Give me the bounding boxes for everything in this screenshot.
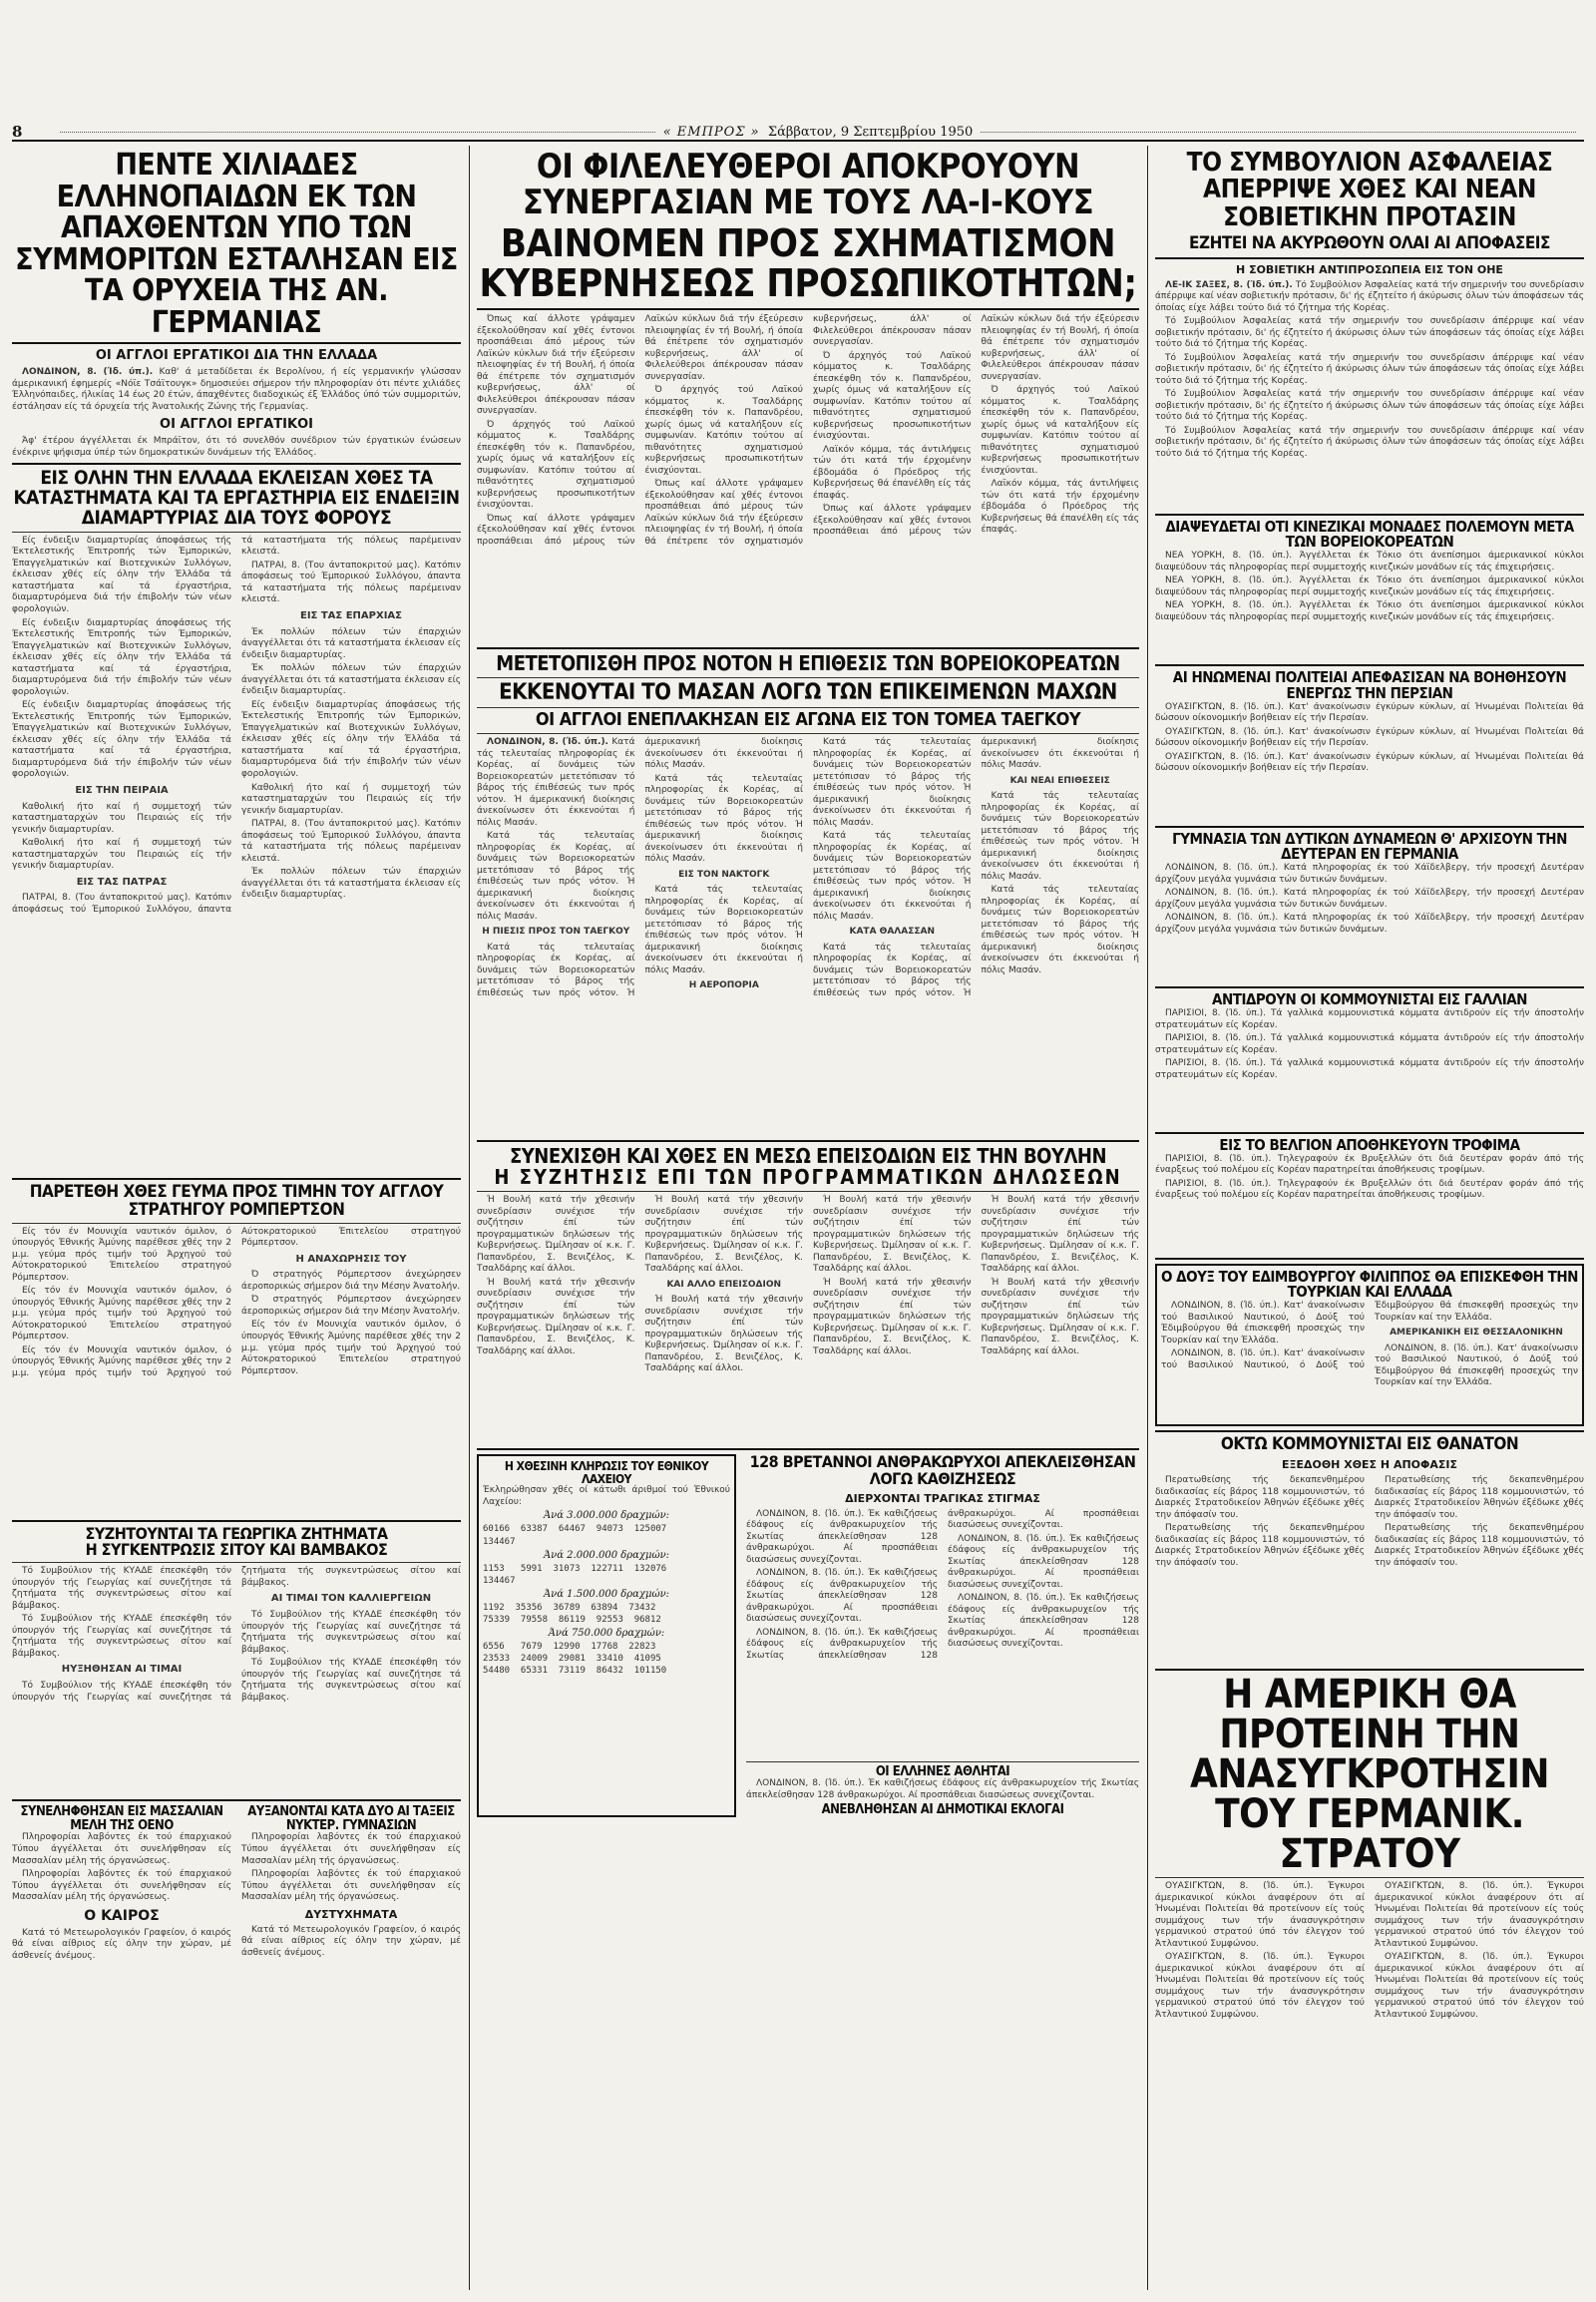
bottom-briefs xyxy=(12,1805,461,1964)
article-text: ΝΕΑ ΥΟΡΚΗ, 8. (Ίδ. ύπ.). Άγγέλλεται έκ Τόκιο ότι άνεπίσημοι άμερικανικοί κύκλοι διαψεύδουν τάς πληροφορίας περί συμμετοχής κινεζικών μονάδων είς τάς έπιχειρήσεις. xyxy=(1155,576,1584,597)
divider xyxy=(477,308,1139,310)
article-text: Πληροφορίαι λαβόντες έκ τού έπαρχιακού Τύπου άγγέλλεται ότι συνελήφθησαν είς Μασσαλίαν μέλη τής όργανώσεως. xyxy=(241,1869,461,1903)
divider xyxy=(12,1799,461,1801)
column-divider xyxy=(469,146,470,2290)
article-text: ΛΟΝΔΙΝΟΝ, 8. (Ίδ. ύπ.). Έκ καθιζήσεως έδάφους είς άνθρακωρυχείον τής Σκωτίας άπεκλείσθησαν 128 άνθρακωρύχοι. Αί προσπάθειαι διασώσεως συνεχίζονται. xyxy=(746,1568,938,1625)
lottery-title: Η ΧΘΕΣΙΝΗ ΚΛΗΡΩΣΙΣ ΤΟΥ ΕΘΝΙΚΟΥ ΛΑΧΕΙΟΥ xyxy=(504,1459,709,1486)
article-text: Είς ένδειξιν διαμαρτυρίας άποφάσεως τής Έκτελεστικής Έπιτροπής τών Έμπορικών, Έπαγγελματικών καί Βιοτεχνικών Συλλόγων, έκλεισαν χθές είς όλην τήν Έλλάδα τά καταστήματα καί τά έργαστήρια, διαμαρτυρόμενα διά τήν έπιβολήν τών νέων φορολογιών. xyxy=(12,617,231,697)
article-headline: ΜΕΤΕΤΟΠΙΣΘΗ ΠΡΟΣ ΝΟΤΟΝ Η ΕΠΙΘΕΣΙΣ ΤΩΝ ΒΟΡΕΙΟΚΟΡΕΑΤΩΝ xyxy=(496,651,1120,676)
divider xyxy=(1155,257,1584,259)
article-text: ΠΑΡΙΣΙΟΙ, 8. (Ίδ. ύπ.). Τά γαλλικά κομμουνιστικά κόμματα άντιδρούν είς τήν άποστολήν στρατευμάτων είς Κορέαν. xyxy=(1155,1058,1584,1080)
divider xyxy=(477,707,1139,708)
article-text: Ή Βουλή κατά τήν χθεσινήν συνεδρίασιν συνέχισε τήν συζήτησιν έπί τών προγραμματικών δηλώσεων τής Κυβερνήσεως. Ώμίλησαν οί κ.κ. Γ. Παπανδρέου, Σ. Βενιζέλος, Κ. Τσαλδάρης καί άλλοι. xyxy=(644,1195,803,1275)
divider xyxy=(1155,1669,1584,1671)
subheading: Η ΑΝΑΧΩΡΗΣΙΣ ΤΟΥ xyxy=(295,1253,407,1265)
article-text: Πληροφορίαι λαβόντες έκ τού έπαρχιακού Τύπου άγγέλλεται ότι συνελήφθησαν είς Μασσαλίαν μέλη τής όργανώσεως. xyxy=(241,1832,461,1866)
article-text: ΛΟΝΔΙΝΟΝ, 8. (Ίδ. ύπ.). Έκ καθιζήσεως έδάφους είς άνθρακωρυχείον τής Σκωτίας άπεκλείσθησαν 128 άνθρακωρύχοι. Αί προσπάθειαι διασώσεως συνεχίζονται. xyxy=(746,1778,1139,1800)
article-body xyxy=(746,1778,1139,1801)
subheading: ΟΙ ΑΓΓΛΟΙ ΕΡΓΑΤΙΚΟΙ xyxy=(160,417,313,433)
article-text: Κατά τάς τελευταίας πληροφορίας έκ Κορέας, αί δυνάμεις τών Βορειοκορεατών μετετόπισαν τό βάρος τής έπιθέσεώς των πρός νότον. Ή άμερικανική διοίκησις άνεκοίνωσεν ότι έκκενούται ή πόλις Μασάν. xyxy=(644,773,803,865)
article-text: ΛΟΝΔΙΝΟΝ, 8. (Ίδ. ύπ.). Κατ' άνακοίνωσιν τού Βασιλικού Ναυτικού, ό Δούξ τού Έδιμβούργου θά έπισκεφθή προσεχώς την Τουρκίαν καί την Έλλάδα. xyxy=(1161,1301,1578,1370)
article-body xyxy=(12,367,461,413)
article-text: Κατά τάς τελευταίας πληροφορίας έκ Κορέας, αί δυνάμεις τών Βορειοκορεατών μετετόπισαν τό βάρος τής έπιθέσεώς των πρός νότον. Ή άμερικανική διοίκησις άνεκοίνωσεν ότι έκκενούται ή πόλις Μασάν. xyxy=(644,885,803,975)
lottery-tier: Άνά 2.000.000 δραχμών: xyxy=(543,1549,670,1561)
subheading: ΑΙ ΤΙΜΑΙ ΤΟΝ ΚΑΛΛΙΕΡΓΕΙΩΝ xyxy=(270,1593,432,1605)
article-text: ΠΑΡΙΣΙΟΙ, 8. (Ίδ. ύπ.). Τά γαλλικά κομμουνιστικά κόμματα άντιδρούν είς τήν άποστολήν στρατευμάτων είς Κορέαν. xyxy=(1155,1007,1584,1030)
article-text: ΛΟΝΔΙΝΟΝ, 8. (Ίδ. ύπ.). Κατά πληροφορίας έκ τού Χάϊδελβεργ, τήν προσεχή Δευτέραν άρχίζουν μεγάλα γυμνάσια τών δυτικών δυνάμεων. xyxy=(1155,913,1584,935)
lottery-numbers: 1192 35356 36789 63894 73432 75339 79558 86119 92553 96812 xyxy=(483,1602,661,1626)
article-text: Κατά τάς τελευταίας πληροφορίας έκ Κορέας, αί δυνάμεις τών Βορειοκορεατών μετετόπισαν τό βάρος τής έπιθέσεώς των πρός νότον. Ή άμερικανική διοίκησις άνεκοίνωσεν ότι έκκενούται ή πόλις Μασάν. xyxy=(477,831,635,922)
article-text: Είς ένδειξιν διαμαρτυρίας άποφάσεως τής Έκτελεστικής Έπιτροπής τών Έμπορικών, Έπαγγελματικών καί Βιοτεχνικών Συλλόγων, έκλεισαν χθές είς όλην τήν Έλλάδα τά καταστήματα καί τά έργαστήρια, διαμαρτυρόμενα διά τήν έπιβολήν τών νέων φορολογιών. xyxy=(12,535,231,614)
subheading: ΕΞΕΔΟΘΗ ΧΘΕΣ Η ΑΠΟΦΑΣΙΣ xyxy=(1281,1458,1457,1472)
article-body xyxy=(1155,1881,1584,2081)
article-text: Περατωθείσης τής δεκαπενθημέρου διαδικασίας είς βάρος 118 κομμουνιστών, τό Διαρκές Στρατοδικείον Άθηνών έξέδωκε χθές την άπόφασίν του. xyxy=(1155,1475,1365,1520)
article-text: Ό στρατηγός Ρόμπερτσον άνεχώρησεν άεροπορικώς σήμερον διά την Μέσην Άνατολήν. xyxy=(241,1270,461,1292)
divider xyxy=(1155,1258,1584,1260)
article-text: Περατωθείσης τής δεκαπενθημέρου διαδικασίας είς βάρος 118 κομμουνιστών, τό Διαρκές Στρατοδικείον Άθηνών έξέδωκε χθές την άπόφασίν του. xyxy=(1375,1475,1584,1520)
article-text: Καθολική ήτο καί ή συμμετοχή τών καταστηματαρχών του Πειραιώς είς τήν γενικήν διαμαρτυρίαν. xyxy=(241,782,461,816)
divider xyxy=(1155,1877,1584,1878)
divider xyxy=(1155,986,1584,988)
subheading: ΗΥΞΗΘΗΣΑΝ ΑΙ ΤΙΜΑΙ xyxy=(61,1664,183,1676)
brief xyxy=(241,1805,461,1964)
article-text: ΛΟΝΔΙΝΟΝ, 8. (Ίδ. ύπ.). Έκ καθιζήσεως έδάφους είς άνθρακωρυχείον τής Σκωτίας άπεκλείσθησαν 128 άνθρακωρύχοι. Αί προσπάθειαι διασώσεως συνεχίζονται. xyxy=(948,1533,1139,1590)
brief xyxy=(12,1805,231,1964)
article-body xyxy=(12,1227,461,1516)
divider xyxy=(12,463,461,465)
article-text: Κατά τάς τελευταίας πληροφορίας έκ Κορέας, αί δυνάμεις τών Βορειοκορεατών μετετόπισαν τό βάρος τής έπιθέσεώς των πρός νότον. Ή άμερικανική διοίκησις άνεκοίνωσεν ότι έκκενούται ή πόλις Μασάν. xyxy=(813,831,972,922)
divider xyxy=(477,1448,1139,1450)
lottery-numbers: 1153 5991 31073 122711 132076 134467 xyxy=(483,1563,667,1586)
article-text: Καθολική ήτο καί ή συμμετοχή τών καταστηματαρχών του Πειραιώς είς τήν γενικήν διαμαρτυρίαν. xyxy=(12,838,231,872)
article-headline: ΠΑΡΕΤΕΘΗ ΧΘΕΣ ΓΕΥΜΑ ΠΡΟΣ ΤΙΜΗΝ ΤΟΥ ΑΓΓΛΟΥ ΣΤΡΑΤΗΓΟΥ ΡΟΜΠΕΡΤΣΟΝ xyxy=(29,1181,444,1220)
divider xyxy=(477,1191,1139,1192)
lottery-box xyxy=(477,1454,736,1817)
article-body xyxy=(12,536,461,1174)
subheading: ΕΙΣ ΤΗΝ ΠΕΙΡΑΙΑ xyxy=(75,784,169,796)
article-headline: Η ΣΥΓΚΕΝΤΡΩΣΙΣ ΣΙΤΟΥ ΚΑΙ ΒΑΜΒΑΚΟΣ xyxy=(85,1540,388,1560)
article-text: ΝΕΑ ΥΟΡΚΗ, 8. (Ίδ. ύπ.). Άγγέλλεται έκ Τόκιο ότι άνεπίσημοι άμερικανικοί κύκλοι διαψεύδουν τάς πληροφορίας περί συμμετοχής κινεζικών μονάδων είς τάς έπιχειρήσεις. xyxy=(1155,600,1584,622)
article-text: Τό Συμβούλιον Άσφαλείας κατά τήν σημερινήν του συνεδρίασιν άπέρριψε καί νέαν σοβιετικήν πρότασιν, δι' ής έζητείτο ή άκύρωσις όλων τών άποφάσεων τάς όποίας είχε λάβει τούτο διά τό ζήτημα τής Κορέας. xyxy=(1155,425,1584,459)
article-text: Κατά τάς τελευταίας πληροφορίας έκ Κορέας, αί δυνάμεις τών Βορειοκορεατών μετετόπισαν τό βάρος τής έπιθέσεώς των πρός νότον. Ή άμερικανική διοίκησις άνεκοίνωσεν ότι έκκενούται ή πόλις Μασάν. xyxy=(981,885,1139,975)
article-text: ΠΑΤΡΑΙ, 8. (Του άνταποκριτού μας). Κατόπιν άποφάσεως τού Έμπορικού Συλλόγου, άπαντα τά καταστήματα τής πόλεως παρέμειναν κλειστά. xyxy=(241,819,461,864)
article-text: Κατά τό Μετεωρολογικόν Γραφείον, ό καιρός θά είναι αίθριος είς όλην την χώραν, μέ άσθενείς άνέμους. xyxy=(12,1927,231,1961)
subheading: ΕΙΣ ΤΑΣ ΠΑΤΡΑΣ xyxy=(76,876,168,888)
article-text: Ή Βουλή κατά τήν χθεσινήν συνεδρίασιν συνέχισε τήν συζήτησιν έπί τών προγραμματικών δηλώσεων τής Κυβερνήσεως. Ώμίλησαν οί κ.κ. Γ. Παπανδρέου, Σ. Βενιζέλος, Κ. Τσαλδάρης καί άλλοι. xyxy=(477,1195,635,1275)
divider xyxy=(12,1562,461,1563)
article-text: Όπως καί άλλοτε γράψαμεν έξεκολούθησαν καί χθές έντονοι προσπάθειαι άπό μέρους τών Λαϊκών κύκλων διά τήν έξεύρεσιν πλειοψηφίας έν τή Βουλή, ή όποία θά έπέτρεπε τόν σχηματισμόν κυβερνήσεως, άλλ' οί Φιλελεύθεροι άπέκρουσαν πάσαν συνεργασίαν. xyxy=(477,314,635,417)
article-text: Ή Βουλή κατά τήν χθεσινήν συνεδρίασιν συνέχισε τήν συζήτησιν έπί τών προγραμματικών δηλώσεων τής Κυβερνήσεως. Ώμίλησαν οί κ.κ. Γ. Παπανδρέου, Σ. Βενιζέλος, Κ. Τσαλδάρης καί άλλοι. xyxy=(477,1277,635,1356)
article-text: ΟΥΑΣΙΓΚΤΩΝ, 8. (Ίδ. ύπ.). Κατ' άνακοίνωσιν έγκύρων κύκλων, αί Ήνωμέναι Πολιτείαι θά δώσουν οίκονομικήν βοήθειαν είς τήν Περσίαν. xyxy=(1155,726,1584,749)
article-text: Τό Συμβούλιον Άσφαλείας κατά τήν σημερινήν του συνεδρίασιν άπέρριψε καί νέαν σοβιετικήν πρότασιν, δι' ής έζητείτο ή άκύρωσις όλων τών άποφάσεων τάς όποίας είχε λάβει τούτο διά τό ζήτημα τής Κορέας. xyxy=(1155,389,1584,423)
masthead-rule xyxy=(60,132,655,133)
article-headline: ΤΟ ΣΥΜΒΟΥΛΙΟΝ ΑΣΦΑΛΕΙΑΣ ΑΠΕΡΡΙΨΕ ΧΘΕΣ ΚΑΙ ΝΕΑΝ ΣΟΒΙΕΤΙΚΗΝ ΠΡΟΤΑΣΙΝ xyxy=(1186,150,1553,232)
subheading: ΕΙΣ ΤΟΝ ΝΑΚΤΟΓΚ xyxy=(678,869,770,880)
article-text: Τό Συμβούλιον τής ΚΥΑΔΕ έπεσκέφθη τόν ύπουργόν τής Γεωργίας καί συνεζήτησε τά ζητήματα τής συγκεντρώσεως σίτου καί βάμβακος. xyxy=(241,1658,461,1703)
divider xyxy=(1155,1132,1584,1134)
article-text: Πληροφορίαι λαβόντες έκ τού έπαρχιακού Τύπου άγγέλλεται ότι συνελήφθησαν είς Μασσαλίαν μέλη τής όργανώσεως. xyxy=(12,1869,231,1903)
article-text: ΛΟΝΔΙΝΟΝ, 8. (Ίδ. ύπ.). Κατά πληροφορίας έκ τού Χάϊδελβεργ, τήν προσεχή Δευτέραν άρχίζουν μεγάλα γυμνάσια τών δυτικών δυνάμεων. xyxy=(1155,863,1584,885)
article-text: ΛΟΝΔΙΝΟΝ, 8. (Ίδ. ύπ.). Κατά πληροφορίας έκ τού Χάϊδελβεργ, τήν προσεχή Δευτέραν άρχίζουν μεγάλα γυμνάσια τών δυτικών δυνάμεων. xyxy=(1155,888,1584,910)
article-text: ΟΥΑΣΙΓΚΤΩΝ, 8. (Ίδ. ύπ.). Κατ' άνακοίνωσιν έγκύρων κύκλων, αί Ήνωμέναι Πολιτείαι θά δώσουν οίκονομικήν βοήθειαν είς τήν Περσίαν. xyxy=(1155,701,1584,724)
article-text: ΟΥΑΣΙΓΚΤΩΝ, 8. (Ίδ. ύπ.). Έγκυροι άμερικανικοί κύκλοι άναφέρουν ότι αί Ήνωμέναι Πολιτείαι θά προτείνουν είς τούς συμμάχους των τήν άνασυγκρότησιν γερμανικού στρατού ύπό τόν έλεγχον τού Άτλαντικού Συμφώνου. xyxy=(1375,1881,1584,1949)
article-headline-large: Η ΑΜΕΡΙΚΗ ΘΑ ΠΡΟΤΕΙΝΗ ΤΗΝ ΑΝΑΣΥΓΚΡΟΤΗΣΙΝ ΤΟΥ ΓΕΡΜΑΝΙΚ. ΣΤΡΑΤΟΥ xyxy=(1190,1672,1549,1878)
article-text: Περατωθείσης τής δεκαπενθημέρου διαδικασίας είς βάρος 118 κομμουνιστών, τό Διαρκές Στρατοδικείον Άθηνών έξέδωκε χθές την άπόφασίν του. xyxy=(1375,1523,1584,1568)
article-headline: ΓΥΜΝΑΣΙΑ ΤΩΝ ΔΥΤΙΚΩΝ ΔΥΝΑΜΕΩΝ Θ' ΑΡΧΙΣΟΥΝ ΤΗΝ ΔΕΥΤΕΡΑΝ ΕΝ ΓΕΡΜΑΝΙΑ xyxy=(1172,829,1567,864)
divider xyxy=(1155,826,1584,828)
weather-heading: Ο ΚΑΙΡΟΣ xyxy=(84,1907,160,1924)
divider xyxy=(12,1178,461,1180)
article-kicker: Η ΣΟΒΙΕΤΙΚΗ ΑΝΤΙΠΡΟΣΩΠΕΙΑ ΕΙΣ ΤΟΝ ΟΗΕ xyxy=(1236,262,1503,276)
subheading: Η ΠΙΕΣΙΣ ΠΡΟΣ ΤΟΝ ΤΑΕΓΚΟΥ xyxy=(482,927,630,938)
lottery-tier: Άνά 750.000 δραχμών: xyxy=(548,1628,665,1640)
divider xyxy=(1155,664,1584,666)
article-headline: ΠΕΝΤΕ ΧΙΛΙΑΔΕΣ ΕΛΛΗΝΟΠΑΙΔΩΝ ΕΚ ΤΩΝ ΑΠΑΧΘΕΝΤΩΝ ΥΠΟ ΤΩΝ ΣΥΜΜΟΡΙΤΩΝ ΕΣΤΑΛΗΣΑΝ ΕΙΣ ΤΑ ΟΡΥΧΕΙΑ ΤΗΣ ΑΝ. ΓΕΡΜΑΝΙΑΣ xyxy=(15,150,458,340)
masthead-rule-right xyxy=(981,132,1576,133)
article-headline: ΣΥΝΕΧΙΣΘΗ ΚΑΙ ΧΘΕΣ ΕΝ ΜΕΣΩ ΕΠΕΙΣΟΔΙΩΝ ΕΙΣ ΤΗΝ ΒΟΥΛΗΝ xyxy=(509,1144,1107,1169)
article-text: Κατά τό Μετεωρολογικόν Γραφείον, ό καιρός θά είναι αίθριος είς όλην την χώραν, μέ άσθενείς άνέμους. xyxy=(241,1924,461,1958)
divider xyxy=(12,532,461,533)
article-headline: ΣΥΖΗΤΟΥΝΤΑΙ ΤΑ ΓΕΩΡΓΙΚΑ ΖΗΤΗΜΑΤΑ xyxy=(85,1523,388,1543)
divider xyxy=(477,647,1139,649)
column-divider xyxy=(1147,146,1148,2290)
article-text: ΛΟΝΔΙΝΟΝ, 8. (Ίδ. ύπ.). Έκ καθιζήσεως έδάφους είς άνθρακωρυχείον τής Σκωτίας άπεκλείσθησαν 128 άνθρακωρύχοι. Αί προσπάθειαι διασώσεως συνεχίζονται. xyxy=(746,1508,938,1565)
lead-headline: ΟΙ ΦΙΛΕΛΕΥΘΕΡΟΙ ΑΠΟΚΡΟΥΟΥΝ ΣΥΝΕΡΓΑΣΙΑΝ ΜΕ ΤΟΥΣ ΛΑ-Ι-ΚΟΥΣ xyxy=(522,150,1094,222)
article-body xyxy=(12,1928,231,1963)
divider xyxy=(1155,1430,1584,1432)
issue-date: Σάββατον, 9 Σεπτεμβρίου 1950 xyxy=(767,124,974,140)
divider xyxy=(1155,514,1584,516)
lottery-tier: Άνά 1.500.000 δραχμών: xyxy=(543,1588,670,1600)
article-text: Όπως καί άλλοτε γράψαμεν έξεκολούθησαν καί χθές έντονοι προσπάθειαι άπό μέρους τών Λαϊκών κύκλων διά τήν έξεύρεσιν πλειοψηφίας έν τή Βουλή, ή όποία θά έπέτρεπε τόν σχηματισμόν κυβερνήσεως, άλλ' οί Φιλελεύθεροι άπέκρουσαν πάσαν συνεργασίαν. xyxy=(813,314,1139,538)
article-body xyxy=(1155,280,1584,510)
article-text: Ό στρατηγός Ρόμπερτσον άνεχώρησεν άεροπορικώς σήμερον διά την Μέσην Άνατολήν. xyxy=(241,1295,461,1317)
article-text: Ό άρχηγός τού Λαϊκού κόμματος κ. Τσαλδάρης έπεσκέφθη τόν κ. Παπανδρέου, χωρίς όμως νά καταλήξουν είς συμφωνίαν. Κατόπιν τούτου αί πιθανότητες σχηματισμού κυβερνήσεως προσωπικοτήτων ένισχύονται. xyxy=(981,385,1139,476)
center-column xyxy=(477,150,1139,2294)
article-text: Κατά τάς τελευταίας πληροφορίας έκ Κορέας, αί δυνάμεις τών Βορειοκορεατών μετετόπισαν τό βάρος τής έπιθέσεώς των πρός νότον. Ή άμερικανική διοίκησις άνεκοίνωσεν ότι έκκενούται ή πόλις Μασάν. xyxy=(477,737,803,998)
article-headline: ΟΙ ΑΓΓΛΟΙ ΕΝΕΠΛΑΚΗΣΑΝ ΕΙΣ ΑΓΩΝΑ ΕΙΣ ΤΟΝ ΤΟΜΕΑ ΤΑΕΓΚΟΥ xyxy=(535,709,1081,731)
article-text: Τό Συμβούλιον τής ΚΥΑΔΕ έπεσκέφθη τόν ύπουργόν τής Γεωργίας καί συνεζήτησε τά ζητήματα τής συγκεντρώσεως σίτου καί βάμβακος. xyxy=(241,1610,461,1655)
lottery-numbers: 6556 7679 12990 17768 22823 23533 24009 29081 33410 41095 54480 65331 73119 86432 101150 xyxy=(483,1642,667,1677)
article-headline-secondary: ΕΖΗΤΕΙ ΝΑ ΑΚΥΡΩΘΟΥΝ ΟΛΑΙ ΑΙ ΑΠΟΦΑΣΕΙΣ xyxy=(1189,232,1550,253)
subheading: ΕΙΣ ΤΑΣ ΕΠΑΡΧΙΑΣ xyxy=(299,610,402,621)
subheading: ΚΑΙ ΑΛΛΟ ΕΠΕΙΣΟΔΙΟΝ xyxy=(666,1279,782,1290)
article-body xyxy=(12,436,461,459)
subheading: ΚΑΤΑ ΘΑΛΑΣΣΑΝ xyxy=(849,927,936,938)
dateline: ΛΟΝΔΙΝΟΝ, 8. (Ίδ. ύπ.). xyxy=(487,737,608,748)
article-text: ΟΥΑΣΙΓΚΤΩΝ, 8. (Ίδ. ύπ.). Έγκυροι άμερικανικοί κύκλοι άναφέρουν ότι αί Ήνωμέναι Πολιτείαι θά προτείνουν είς τούς συμμάχους των τήν άνασυγκρότησιν γερμανικού στρατού ύπό τόν έλεγχον τού Άτλαντικού Συμφώνου. xyxy=(1155,1952,1365,2020)
article-body xyxy=(12,1566,461,1795)
article-text: ΟΥΑΣΙΓΚΤΩΝ, 8. (Ίδ. ύπ.). Έγκυροι άμερικανικοί κύκλοι άναφέρουν ότι αί Ήνωμέναι Πολιτείαι θά προτείνουν είς τούς συμμάχους των τήν άνασυγκρότησιν γερμανικού στρατού ύπό τόν έλεγχον τού Άτλαντικού Συμφώνου. xyxy=(1155,1881,1365,1949)
dateline: ΛΟΝΔΙΝΟΝ, 8. (Ίδ. ύπ.). xyxy=(22,367,154,377)
article-headline: 128 ΒΡΕΤΑΝΝΟΙ ΑΝΘΡΑΚΩΡΥΧΟΙ ΑΠΕΚΛΕΙΣΘΗΣΑΝ ΛΟΓΩ ΚΑΘΙΖΗΣΕΩΣ xyxy=(749,1452,1136,1488)
article-text: Τό Συμβούλιον τής ΚΥΑΔΕ έπεσκέφθη τόν ύπουργόν τής Γεωργίας καί συνεζήτησε τά ζητήματα τής συγκεντρώσεως σίτου καί βάμβακος. xyxy=(12,1566,231,1611)
article-text: ΠΑΤΡΑΙ, 8. (Του άνταποκριτού μας). Κατόπιν άποφάσεως τού Έμπορικού Συλλόγου, άπαντα τά καταστήματα τής πόλεως παρέμειναν κλειστά. xyxy=(241,560,461,605)
article-text: Είς τόν έν Μουνιχία ναυτικόν όμιλον, ό ύπουργός Έθνικής Άμύνης παρέθεσε χθές την 2 μ.μ. γεύμα πρός τιμήν τού Άρχηγού τού Αύτοκρατορικού Έπιτελείου στρατηγού Ρόμπερτσον. xyxy=(12,1226,461,1378)
article-headline: Η ΣΥΖΗΤΗΣΙΣ ΕΠΙ ΤΩΝ ΠΡΟΓΡΑΜΜΑΤΙΚΩΝ ΔΗΛΩΣΕΩΝ xyxy=(494,1165,1122,1190)
article-text: ΠΑΡΙΣΙΟΙ, 8. (Ίδ. ύπ.). Τά γαλλικά κομμουνιστικά κόμματα άντιδρούν είς τήν άποστολήν στρατευμάτων είς Κορέαν. xyxy=(1155,1033,1584,1055)
article-text: Είς ένδειξιν διαμαρτυρίας άποφάσεως τής Έκτελεστικής Έπιτροπής τών Έμπορικών, Έπαγγελματικών καί Βιοτεχνικών Συλλόγων, έκλεισαν χθές είς όλην τήν Έλλάδα τά καταστήματα καί τά έργαστήρια, διαμαρτυρόμενα διά τήν έπιβολήν τών νέων φορολογιών. xyxy=(12,700,231,780)
subheading: ΑΜΕΡΙΚΑΝΙΚΗ ΕΙΣ ΘΕΣΣΑΛΟΝΙΚΗΝ xyxy=(1390,1328,1563,1339)
divider xyxy=(12,342,461,344)
article-text: Κατά τάς τελευταίας πληροφορίας έκ Κορέας, αί δυνάμεις τών Βορειοκορεατών μετετόπισαν τό βάρος τής έπιθέσεώς των πρός νότον. Ή άμερικανική διοίκησις άνεκοίνωσεν ότι έκκενούται ή πόλις Μασάν. xyxy=(981,791,1139,882)
masthead xyxy=(12,124,1584,142)
article-text: ΠΑΤΡΑΙ, 8. (Του άνταποκριτού μας). Κατόπιν άποφάσεως τού Έμπορικού Συλλόγου, άπαντα τά καταστήματα τής πόλεως παρέμειναν κλειστά. xyxy=(12,535,461,915)
article-body xyxy=(1155,551,1584,660)
article-text: ΛΟΝΔΙΝΟΝ, 8. (Ίδ. ύπ.). Κατ' άνακοίνωσιν τού Βασιλικού Ναυτικού, ό Δούξ τού Έδιμβούργου θά έπισκεφθή προσεχώς την Τουρκίαν καί την Έλλάδα. xyxy=(1375,1343,1578,1388)
article-text: Είς τόν έν Μουνιχία ναυτικόν όμιλον, ό ύπουργός Έθνικής Άμύνης παρέθεσε χθές την 2 μ.μ. γεύμα πρός τιμήν τού Άρχηγού τού Αύτοκρατορικού Έπιτελείου στρατηγού Ρόμπερτσον. xyxy=(12,1226,231,1283)
article-text: Έκ πολλών πόλεων τών έπαρχιών άναγγέλλεται ότι τά καταστήματα έκλεισαν είς ένδειξιν διαμαρτυρίας. xyxy=(241,663,461,697)
article-text: Τό Συμβούλιον Άσφαλείας κατά τήν σημερινήν του συνεδρίασιν άπέρριψε καί νέαν σοβιετικήν πρότασιν, δι' ής έζητείτο ή άκύρωσις όλων τών άποφάσεων τάς όποίας είχε λάβει τούτο διά τό ζήτημα τής Κορέας. xyxy=(1155,352,1584,386)
article-text: Έκ πολλών πόλεων τών έπαρχιών άναγγέλλεται ότι τά καταστήματα έκλεισαν είς ένδειξιν διαμαρτυρίας. xyxy=(241,626,461,660)
page-number: 8 xyxy=(12,123,23,141)
article-text: Καθολική ήτο καί ή συμμετοχή τών καταστηματαρχών του Πειραιώς είς τήν γενικήν διαμαρτυρίαν. xyxy=(12,801,231,835)
article-text: Τό Συμβούλιον Άσφαλείας κατά τήν σημερινήν του συνεδρίασιν άπέρριψε καί νέαν σοβιετικήν πρότασιν, δι' ής έζητείτο ή άκύρωσις όλων τών άποφάσεων τάς όποίας είχε λάβει τούτο διά τό ζήτημα τής Κορέας. xyxy=(1155,316,1584,350)
article-text: Περατωθείσης τής δεκαπενθημέρου διαδικασίας είς βάρος 118 κομμουνιστών, τό Διαρκές Στρατοδικείον Άθηνών έξέδωκε χθές την άπόφασίν του. xyxy=(1155,1523,1365,1568)
dateline: ΛΕ-ΙΚ ΣΑΞΕΣ, 8. (Ίδ. ύπ.). xyxy=(1165,279,1293,290)
lead-headline-secondary: ΒΑΙΝΟΜΕΝ ΠΡΟΣ ΣΧΗΜΑΤΙΣΜΟΝ ΚΥΒΕΡΝΗΣΕΩΣ ΠΡΟΣΩΠΙΚΟΤΗΤΩΝ; xyxy=(479,221,1137,306)
article-text: Ή Βουλή κατά τήν χθεσινήν συνεδρίασιν συνέχισε τήν συζήτησιν έπί τών προγραμματικών δηλώσεων τής Κυβερνήσεως. Ώμίλησαν οί κ.κ. Γ. Παπανδρέου, Σ. Βενιζέλος, Κ. Τσαλδάρης καί άλλοι. xyxy=(981,1195,1139,1275)
article-body xyxy=(1155,1475,1584,1665)
article-body xyxy=(477,1195,1139,1444)
divider xyxy=(477,1140,1139,1142)
article-text: Καθ' ά μεταδίδεται έκ Βερολίνου, ή είς γερμανικήν γλώσσαν άμερικανική έφημερίς «Νόϊε Τσάϊτουγκ» δημοσιεύει σήμερον τήν πληροφορίαν ότι πέντε χιλιάδες Έλληνόπαιδες, ήλικίας 14 έως 20 έτών, άπαχθέντες διαδοχικώς έξ Έλλάδος ύπό τών συμμοριτών, έστάλησαν είς τά όρυχεία τής Άνατολικής Ζώνης τής Γερμανίας. xyxy=(12,367,461,412)
article-text: Ή Βουλή κατά τήν χθεσινήν συνεδρίασιν συνέχισε τήν συζήτησιν έπί τών προγραμματικών δηλώσεων τής Κυβερνήσεως. Ώμίλησαν οί κ.κ. Γ. Παπανδρέου, Σ. Βενιζέλος, Κ. Τσαλδάρης καί άλλοι. xyxy=(981,1277,1139,1356)
lottery-intro: Έκληρώθησαν χθές οί κάτωθι άριθμοί τού Έθνικού Λαχείου: xyxy=(483,1485,730,1507)
article-body xyxy=(1161,1301,1578,1420)
article-text: Λαϊκόν κόμμα, τάς άντιλήψεις τών ότι κατά τήν έρχομένην έβδομάδα ό Πρόεδρος τής Κυβερνήσεως θά έπανέλθη είς τάς έπαφάς. xyxy=(981,479,1139,536)
divider xyxy=(12,1223,461,1224)
article-text: Ό άρχηγός τού Λαϊκού κόμματος κ. Τσαλδάρης έπεσκέφθη τόν κ. Παπανδρέου, χωρίς όμως νά καταλήξουν είς συμφωνίαν. Κατόπιν τούτου αί πιθανότητες σχηματισμού κυβερνήσεως προσωπικοτήτων ένισχύονται. xyxy=(813,350,972,442)
article-text: ΟΥΑΣΙΓΚΤΩΝ, 8. (Ίδ. ύπ.). Έγκυροι άμερικανικοί κύκλοι άναφέρουν ότι αί Ήνωμέναι Πολιτείαι θά προτείνουν είς τούς συμμάχους των τήν άνασυγκρότησιν γερμανικού στρατού ύπό τόν έλεγχον τού Άτλαντικού Συμφώνου. xyxy=(1375,1952,1584,2020)
article-body xyxy=(1155,863,1584,982)
article-headline: ΕΙΣ ΤΟ ΒΕΛΓΙΟΝ ΑΠΟΘΗΚΕΥΟΥΝ ΤΡΟΦΙΜΑ xyxy=(1219,1135,1520,1154)
article-text: Όπως καί άλλοτε γράψαμεν έξεκολούθησαν καί χθές έντονοι προσπάθειαι άπό μέρους τών Λαϊκών κύκλων διά τήν έξεύρεσιν πλειοψηφίας έν τή Βουλή, ή όποία θά έπέτρεπε τόν σχηματισμόν κυβερνήσεως, άλλ' οί Φιλελεύθεροι άπέκρουσαν πάσαν συνεργασίαν. xyxy=(644,314,972,547)
right-column xyxy=(1155,150,1584,2294)
article-text: Όπως καί άλλοτε γράψαμεν έξεκολούθησαν καί χθές έντονοι προσπάθειαι άπό μέρους τών Λαϊκών κύκλων διά τήν έξεύρεσιν πλειοψηφίας έν τή Βουλή, ή όποία θά έπέτρεπε τόν σχηματισμόν κυβερνήσεως, άλλ' οί Φιλελεύθεροι άπέκρουσαν πάσαν συνεργασίαν. xyxy=(477,314,803,547)
lottery-tier: Άνά 3.000.000 δραχμών: xyxy=(543,1510,670,1522)
paper-name: « ΕΜΠΡΟΣ » xyxy=(662,124,760,140)
article-text: Πληροφορίαι λαβόντες έκ τού έπαρχιακού Τύπου άγγέλλεται ότι συνελήφθησαν είς Μασσαλίαν μέλη τής όργανώσεως. xyxy=(12,1832,231,1866)
left-column xyxy=(12,150,461,2294)
article-body xyxy=(1155,1008,1584,1128)
article-headline: ΔΙΑΨΕΥΔΕΤΑΙ ΟΤΙ ΚΙΝΕΖΙΚΑΙ ΜΟΝΑΔΕΣ ΠΟΛΕΜΟΥΝ ΜΕΤΑ ΤΩΝ ΒΟΡΕΙΟΚΟΡΕΑΤΩΝ xyxy=(1165,517,1574,552)
lottery-numbers: 60166 63387 64467 94073 125007 134467 xyxy=(483,1524,667,1547)
divider xyxy=(12,1520,461,1522)
article-text: Είς ένδειξιν διαμαρτυρίας άποφάσεως τής Έκτελεστικής Έπιτροπής τών Έμπορικών, Έπαγγελματικών καί Βιοτεχνικών Συλλόγων, έκλεισαν χθές είς όλην τήν Έλλάδα τά καταστήματα καί τά έργαστήρια, διαμαρτυρόμενα διά τήν έπιβολήν τών νέων φορολογιών. xyxy=(241,699,461,779)
article-headline: ΑΥΞΑΝΟΝΤΑΙ ΚΑΤΑ ΔΥΟ ΑΙ ΤΑΞΕΙΣ ΝΥΚΤΕΡ. ΓΥΜΝΑΣΙΩΝ xyxy=(247,1804,455,1833)
article-headline: ΕΙΣ ΟΛΗΝ ΤΗΝ ΕΛΛΑΔΑ ΕΚΛΕΙΣΑΝ ΧΘΕΣ ΤΑ ΚΑΤΑΣΤΗΜΑΤΑ ΚΑΙ ΤΑ ΕΡΓΑΣΤΗΡΙΑ ΕΙΣ ΕΝΔΕΙΞΙΝ ΔΙΑΜΑΡΤΥΡΙΑΣ ΔΙΑ ΤΟΥΣ ΦΟΡΟΥΣ xyxy=(13,467,460,529)
subheading: Η ΑΕΡΟΠΟΡΙΑ xyxy=(688,980,759,991)
article-text: Ή Βουλή κατά τήν χθεσινήν συνεδρίασιν συνέχισε τήν συζήτησιν έπί τών προγραμματικών δηλώσεων τής Κυβερνήσεως. Ώμίλησαν οί κ.κ. Γ. Παπανδρέου, Σ. Βενιζέλος, Κ. Τσαλδάρης καί άλλοι. xyxy=(644,1295,803,1374)
article-body xyxy=(746,1509,1139,1758)
article-text: Έκ πολλών πόλεων τών έπαρχιών άναγγέλλεται ότι τά καταστήματα έκλεισαν είς ένδειξιν διαμαρτυρίας. xyxy=(241,867,461,901)
article-headline: ΑΙ ΗΝΩΜΕΝΑΙ ΠΟΛΙΤΕΙΑΙ ΑΠΕΦΑΣΙΣΑΝ ΝΑ ΒΟΗΘΗΣΟΥΝ ΕΝΕΡΓΩΣ ΤΗΝ ΠΕΡΣΙΑΝ xyxy=(1172,668,1567,702)
article-text: Ή Βουλή κατά τήν χθεσινήν συνεδρίασιν συνέχισε τήν συζήτησιν έπί τών προγραμματικών δηλώσεων τής Κυβερνήσεως. Ώμίλησαν οί κ.κ. Γ. Παπανδρέου, Σ. Βενιζέλος, Κ. Τσαλδάρης καί άλλοι. xyxy=(813,1195,972,1275)
article-text: ΝΕΑ ΥΟΡΚΗ, 8. (Ίδ. ύπ.). Άγγέλλεται έκ Τόκιο ότι άνεπίσημοι άμερικανικοί κύκλοι διαψεύδουν τάς πληροφορίας περί συμμετοχής κινεζικών μονάδων είς τάς έπιχειρήσεις. xyxy=(1155,551,1584,573)
article-text: ΠΑΡΙΣΙΟΙ, 8. (Ίδ. ύπ.). Τηλεγραφούν έκ Βρυξελλών ότι διά δευτέραν φοράν άπό τής έναρξεως τού πολέμου είς Κορέαν παρατηρείται άποθήκευσις τροφίμων. xyxy=(1155,1153,1584,1176)
subheading: ΔΥΣΤΥΧΗΜΑΤΑ xyxy=(304,1907,398,1921)
article-text: Κατά τάς τελευταίας πληροφορίας έκ Κορέας, αί δυνάμεις τών Βορειοκορεατών μετετόπισαν τό βάρος τής έπιθέσεώς των πρός νότον. Ή άμερικανική διοίκησις άνεκοίνωσεν ότι έκκενούται ή πόλις Μασάν. xyxy=(477,737,635,828)
article-body xyxy=(477,314,1139,643)
subheading: ΔΙΕΡΧΟΝΤΑΙ ΤΡΑΓΙΚΑΣ ΣΤΙΓΜΑΣ xyxy=(845,1491,1040,1505)
article-headline: ΑΝΤΙΔΡΟΥΝ ΟΙ ΚΟΜΜΟΥΝΙΣΤΑΙ ΕΙΣ ΓΑΛΛΙΑΝ xyxy=(1212,990,1527,1009)
article-text: Είς τόν έν Μουνιχία ναυτικόν όμιλον, ό ύπουργός Έθνικής Άμύνης παρέθεσε χθές την 2 μ.μ. γεύμα πρός τιμήν τού Άρχηγού τού Αύτοκρατορικού Έπιτελείου στρατηγού Ρόμπερτσον. xyxy=(12,1286,231,1343)
article-body xyxy=(1155,1154,1584,1254)
article-headline: Ο ΔΟΥΞ ΤΟΥ ΕΔΙΜΒΟΥΡΓΟΥ ΦΙΛΙΠΠΟΣ ΘΑ ΕΠΙΣΚΕΦΘΗ ΤΗΝ ΤΟΥΡΚΙΑΝ ΚΑΙ ΕΛΛΑΔΑ xyxy=(1161,1267,1578,1302)
article-text: Είς τόν έν Μουνιχία ναυτικόν όμιλον, ό ύπουργός Έθνικής Άμύνης παρέθεσε χθές την 2 μ.μ. γεύμα πρός τιμήν τού Άρχηγού τού Αύτοκρατορικού Έπιτελείου στρατηγού Ρόμπερτσον. xyxy=(241,1320,461,1376)
divider xyxy=(746,1761,1139,1762)
article-headline: ΑΝΕΒΛΗΘΗΣΑΝ ΑΙ ΔΗΜΟΤΙΚΑΙ ΕΚΛΟΓΑΙ xyxy=(821,1802,1064,1818)
bottom-section xyxy=(477,1454,1139,1817)
article-text: ΟΥΑΣΙΓΚΤΩΝ, 8. (Ίδ. ύπ.). Κατ' άνακοίνωσιν έγκύρων κύκλων, αί Ήνωμέναι Πολιτείαι θά δώσουν οίκονομικήν βοήθειαν είς τήν Περσίαν. xyxy=(1155,751,1584,774)
article-text: ΠΑΡΙΣΙΟΙ, 8. (Ίδ. ύπ.). Τηλεγραφούν έκ Βρυξελλών ότι διά δευτέραν φοράν άπό τής έναρξεως τού πολέμου είς Κορέαν παρατηρείται άποθήκευσις τροφίμων. xyxy=(1155,1178,1584,1201)
article-body xyxy=(12,1832,231,1903)
article-box xyxy=(1155,1264,1584,1427)
divider xyxy=(477,733,1139,734)
subheading: ΚΑΙ ΝΕΑΙ ΕΠΙΘΕΣΕΙΣ xyxy=(1009,775,1110,786)
article-text: Τό Συμβούλιον τής ΚΥΑΔΕ έπεσκέφθη τόν ύπουργόν τής Γεωργίας καί συνεζήτησε τά ζητήματα τής συγκεντρώσεως σίτου καί βάμβακος. xyxy=(12,1566,461,1703)
article-body xyxy=(477,737,1139,1136)
article-headline: ΟΙ ΕΛΛΗΝΕΣ ΑΘΛΗΤΑΙ xyxy=(875,1763,1010,1779)
article-headline: ΣΥΝΕΛΗΦΘΗΣΑΝ ΕΙΣ ΜΑΣΣΑΛΙΑΝ ΜΕΛΗ ΤΗΣ ΟΕΝΟ xyxy=(20,1804,223,1833)
article-text: ΛΟΝΔΙΝΟΝ, 8. (Ίδ. ύπ.). Έκ καθιζήσεως έδάφους είς άνθρακωρυχείον τής Σκωτίας άπεκλείσθησαν 128 άνθρακωρύχοι. Αί προσπάθειαι διασώσεως συνεχίζονται. xyxy=(746,1508,1139,1661)
article-body xyxy=(241,1925,461,1960)
article-text: Κατά τάς τελευταίας πληροφορίας έκ Κορέας, αί δυνάμεις τών Βορειοκορεατών μετετόπισαν τό βάρος τής έπιθέσεώς των πρός νότον. Ή άμερικανική διοίκησις άνεκοίνωσεν ότι έκκενούται ή πόλις Μασάν. xyxy=(813,737,972,828)
article-headline: ΟΚΤΩ ΚΟΜΜΟΥΝΙΣΤΑΙ ΕΙΣ ΘΑΝΑΤΟΝ xyxy=(1220,1434,1519,1455)
article-kicker: ΟΙ ΑΓΓΛΟΙ ΕΡΓΑΤΙΚΟΙ ΔΙΑ ΤΗΝ ΕΛΛΑΔΑ xyxy=(95,348,378,363)
mining-article xyxy=(746,1454,1139,1817)
article-text: Τό Συμβούλιον τής ΚΥΑΔΕ έπεσκέφθη τόν ύπουργόν τής Γεωργίας καί συνεζήτησε τά ζητήματα τής συγκεντρώσεως σίτου καί βάμβακος. xyxy=(12,1614,231,1659)
article-text: Ή Βουλή κατά τήν χθεσινήν συνεδρίασιν συνέχισε τήν συζήτησιν έπί τών προγραμματικών δηλώσεων τής Κυβερνήσεως. Ώμίλησαν οί κ.κ. Γ. Παπανδρέου, Σ. Βενιζέλος, Κ. Τσαλδάρης καί άλλοι. xyxy=(813,1277,972,1356)
article-text: ΛΟΝΔΙΝΟΝ, 8. (Ίδ. ύπ.). Κατ' άνακοίνωσιν τού Βασιλικού Ναυτικού, ό Δούξ τού Έδιμβούργου θά έπισκεφθή προσεχώς την Τουρκίαν καί την Έλλάδα. xyxy=(1161,1301,1365,1345)
article-text: Λαϊκόν κόμμα, τάς άντιλήψεις τών ότι κατά τήν έρχομένην έβδομάδα ό Πρόεδρος τής Κυβερνήσεως θά έπανέλθη είς τάς έπαφάς. xyxy=(813,444,972,501)
article-body xyxy=(241,1832,461,1903)
article-body xyxy=(1155,702,1584,822)
article-text: Ό άρχηγός τού Λαϊκού κόμματος κ. Τσαλδάρης έπεσκέφθη τόν κ. Παπανδρέου, χωρίς όμως νά καταλήξουν είς συμφωνίαν. Κατόπιν τούτου αί πιθανότητες σχηματισμού κυβερνήσεως προσωπικοτήτων ένισχύονται. xyxy=(477,419,635,511)
article-headline: ΕΚΚΕΝΟΥΤΑΙ ΤΟ ΜΑΣΑΝ ΛΟΓΩ ΤΩΝ ΕΠΙΚΕΙΜΕΝΩΝ ΜΑΧΩΝ xyxy=(499,680,1117,706)
article-text: Κατά τάς τελευταίας πληροφορίας έκ Κορέας, αί δυνάμεις τών Βορειοκορεατών μετετόπισαν τό βάρος τής έπιθέσεώς των πρός νότον. Ή άμερικανική διοίκησις άνεκοίνωσεν ότι έκκενούται ή πόλις Μασάν. xyxy=(813,737,1139,998)
article-text: ΛΟΝΔΙΝΟΝ, 8. (Ίδ. ύπ.). Έκ καθιζήσεως έδάφους είς άνθρακωρυχείον τής Σκωτίας άπεκλείσθησαν 128 άνθρακωρύχοι. Αί προσπάθειαι διασώσεως συνεχίζονται. xyxy=(948,1593,1139,1650)
article-text: Ό άρχηγός τού Λαϊκού κόμματος κ. Τσαλδάρης έπεσκέφθη τόν κ. Παπανδρέου, χωρίς όμως νά καταλήξουν είς συμφωνίαν. Κατόπιν τούτου αί πιθανότητες σχηματισμού κυβερνήσεως προσωπικοτήτων ένισχύονται. xyxy=(644,385,803,476)
divider xyxy=(477,677,1139,678)
article-text: Άφ' έτέρου άγγέλλεται έκ Μπράϊτον, ότι τό συνελθόν συνέδριον τών έργατικών ένώσεων ένέκρινε ψήφισμα ύπέρ τών δημοκρατικών δυνάμεων τής Έλλάδος. xyxy=(12,436,461,458)
article-text: Τό Συμβούλιον Άσφαλείας κατά τήν σημερινήν του συνεδρίασιν άπέρριψε καί νέαν σοβιετικήν πρότασιν, δι' ής έζητείτο ή άκύρωσις όλων τών άποφάσεων τάς όποίας είχε λάβει τούτο διά τό ζήτημα τής Κορέας. xyxy=(1155,279,1584,313)
